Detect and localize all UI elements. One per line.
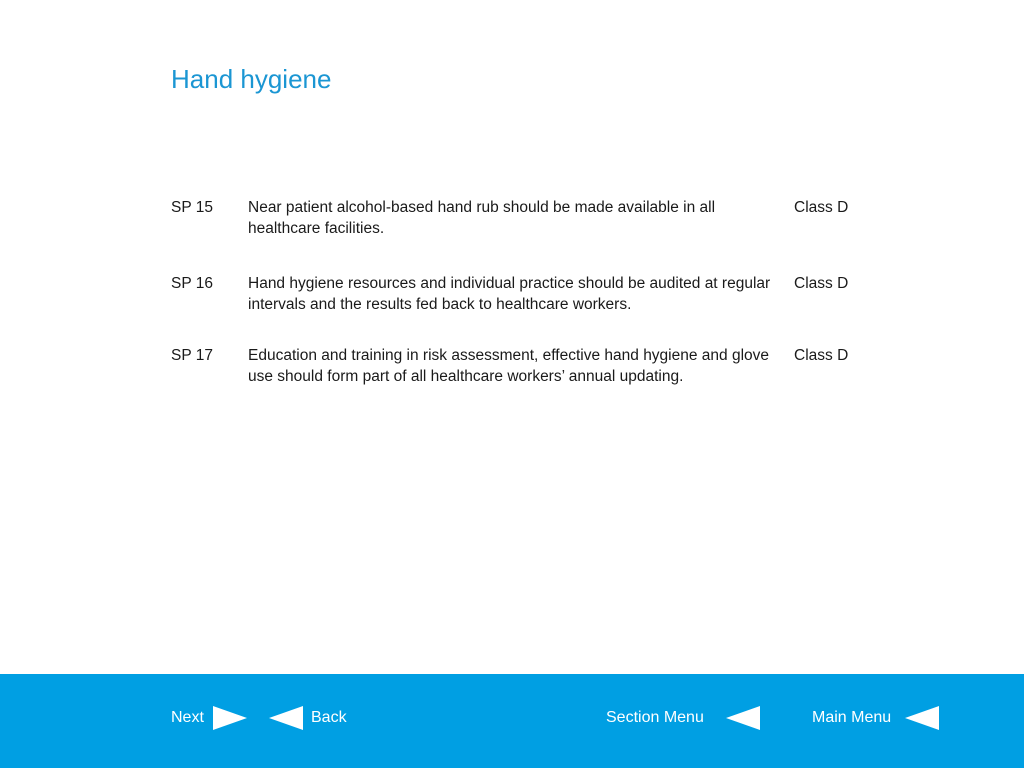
recommendation-class: Class D (794, 347, 849, 364)
footer-nav-bar (0, 674, 1024, 768)
recommendation-code: SP 17 (171, 347, 213, 364)
arrow-left-icon[interactable] (269, 706, 303, 730)
recommendation-code: SP 15 (171, 199, 213, 216)
arrow-right-icon[interactable] (213, 706, 247, 730)
recommendation-text: Near patient alcohol-based hand rub should be made available in all healthcare facilities. (248, 199, 716, 237)
back-link[interactable]: Back (311, 709, 347, 726)
arrow-left-icon[interactable] (726, 706, 760, 730)
main-menu-link[interactable]: Main Menu (812, 709, 892, 726)
section-menu-link[interactable]: Section Menu (606, 709, 704, 726)
page-title: Hand hygiene (171, 64, 332, 94)
recommendation-text: Education and training in risk assessment, effective hand hygiene and glove use should form part of all healthcare workers’ annual updating. (248, 347, 770, 385)
recommendation-class: Class D (794, 275, 849, 292)
recommendation-class: Class D (794, 199, 849, 216)
recommendation-text: Hand hygiene resources and individual practice should be audited at regular intervals and the results fed back to healthcare workers. (248, 275, 771, 313)
next-link[interactable]: Next (171, 709, 204, 726)
recommendation-code: SP 16 (171, 275, 213, 292)
arrow-left-icon[interactable] (905, 706, 939, 730)
